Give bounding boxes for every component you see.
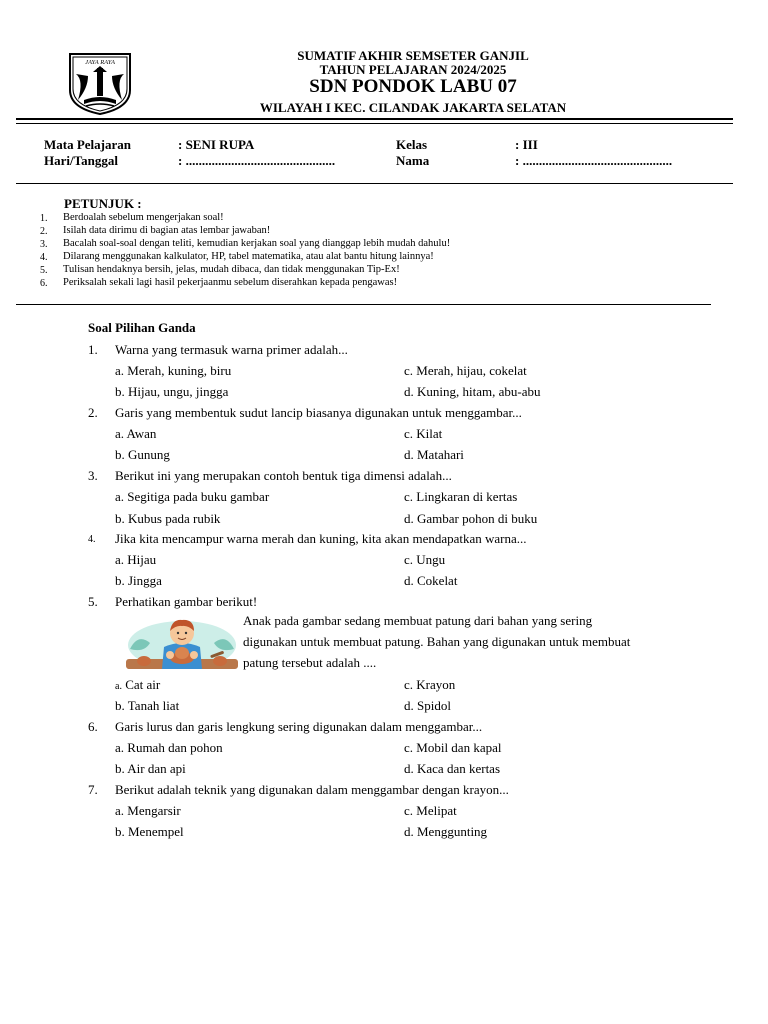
class-value: : III xyxy=(515,137,538,152)
question-text: Berikut adalah teknik yang digunakan dalam menggambar dengan krayon... xyxy=(115,782,509,797)
question-number: 2. xyxy=(88,405,98,420)
instructions-divider xyxy=(16,304,711,305)
question-number: 7. xyxy=(88,782,98,797)
instruction-number: 3. xyxy=(40,239,48,250)
option-a: a. Rumah dan pohon xyxy=(115,740,223,755)
question-description: patung tersebut adalah .... xyxy=(243,655,377,670)
instruction-item: Berdoalah sebelum mengerjakan soal! xyxy=(63,212,224,223)
option-a-letter: a. xyxy=(115,681,122,692)
option-b: b. Menempel xyxy=(115,824,184,839)
question-text: Warna yang termasuk warna primer adalah... xyxy=(115,342,348,357)
option-c: c. Melipat xyxy=(404,803,457,818)
header-divider-thick xyxy=(16,118,733,120)
option-d: d. Kuning, hitam, abu-abu xyxy=(404,384,541,399)
class-label: Kelas xyxy=(396,137,428,152)
day-label: Hari/Tanggal xyxy=(44,153,118,168)
instruction-number: 1. xyxy=(40,213,48,224)
instruction-number: 2. xyxy=(40,226,48,237)
option-a xyxy=(115,677,160,693)
option-c: c. Lingkaran di kertas xyxy=(404,489,518,504)
question-number: 4. xyxy=(88,534,96,545)
question-description: digunakan untuk membuat patung. Bahan yang digunakan untuk membuat xyxy=(243,634,631,649)
question-number: 3. xyxy=(88,468,98,483)
question-text: Garis lurus dan garis lengkung sering digunakan dalam menggambar... xyxy=(115,719,483,734)
option-b: b. Air dan api xyxy=(115,761,186,776)
name-label: Nama xyxy=(396,153,430,168)
option-d: d. Menggunting xyxy=(404,824,488,839)
info-divider xyxy=(16,183,733,184)
option-c: c. Krayon xyxy=(404,677,456,692)
option-a: a. Awan xyxy=(115,426,157,441)
option-a: a. Segitiga pada buku gambar xyxy=(115,489,270,504)
child-sculpting-clay-illustration xyxy=(124,613,240,671)
question-text: Jika kita mencampur warna merah dan kuning, kita akan mendapatkan warna... xyxy=(115,531,527,546)
logo-text: JAYA RAYA xyxy=(85,59,115,66)
question-text: Garis yang membentuk sudut lancip biasanya digunakan untuk menggambar... xyxy=(115,405,522,420)
option-c: c. Kilat xyxy=(404,426,443,441)
option-a: a. Merah, kuning, biru xyxy=(115,363,232,378)
option-d: d. Spidol xyxy=(404,698,451,713)
question-number: 5. xyxy=(88,594,98,609)
academic-year: TAHUN PELAJARAN 2024/2025 xyxy=(319,62,507,77)
instruction-item: Dilarang menggunakan kalkulator, HP, tabel matematika, atau alat bantu hitung lainnya! xyxy=(63,251,434,262)
option-d: d. Matahari xyxy=(404,447,464,462)
option-d: d. Gambar pohon di buku xyxy=(404,511,538,526)
school-emblem-logo xyxy=(66,50,134,116)
option-d: d. Cokelat xyxy=(404,573,458,588)
option-c: c. Ungu xyxy=(404,552,446,567)
school-region: WILAYAH I KEC. CILANDAK JAKARTA SELATAN xyxy=(259,100,567,115)
question-text: Berikut ini yang merupakan contoh bentuk tiga dimensi adalah... xyxy=(115,468,452,483)
option-b: b. Kubus pada rubik xyxy=(115,511,221,526)
option-a: a. Mengarsir xyxy=(115,803,181,818)
subject-value: : SENI RUPA xyxy=(178,137,255,152)
option-c: c. Mobil dan kapal xyxy=(404,740,502,755)
instruction-number: 6. xyxy=(40,278,48,289)
option-b: b. Jingga xyxy=(115,573,162,588)
instruction-item: Periksalah sekali lagi hasil pekerjaanmu sebelum diserahkan kepada pengawas! xyxy=(63,277,398,288)
option-b: b. Gunung xyxy=(115,447,170,462)
name-value-field: : .............................................. xyxy=(515,153,673,168)
question-number: 1. xyxy=(88,342,98,357)
header-divider-thin xyxy=(16,123,733,124)
exam-title: SUMATIF AKHIR SEMSETER GANJIL xyxy=(297,48,529,63)
instruction-item: Bacalah soal-soal dengan teliti, kemudian kerjakan soal yang dianggap lebih mudah dahulu! xyxy=(63,238,451,249)
instruction-number: 5. xyxy=(40,265,48,276)
subject-label: Mata Pelajaran xyxy=(44,137,132,152)
instruction-number: 4. xyxy=(40,252,48,263)
section-title: Soal Pilihan Ganda xyxy=(88,320,196,335)
instruction-item: Isilah data dirimu di bagian atas lembar jawaban! xyxy=(63,225,271,236)
option-b: b. Tanah liat xyxy=(115,698,180,713)
option-b: b. Hijau, ungu, jingga xyxy=(115,384,229,399)
option-c: c. Merah, hijau, cokelat xyxy=(404,363,527,378)
option-a: a. Hijau xyxy=(115,552,157,567)
option-d: d. Kaca dan kertas xyxy=(404,761,501,776)
school-name: SDN PONDOK LABU 07 xyxy=(309,76,517,97)
question-description: Anak pada gambar sedang membuat patung dari bahan yang sering xyxy=(243,613,593,628)
instructions-title: PETUNJUK : xyxy=(64,196,142,211)
option-a-text: Cat air xyxy=(125,677,161,692)
question-number: 6. xyxy=(88,719,98,734)
question-text: Perhatikan gambar berikut! xyxy=(115,594,258,609)
day-value-field: : .............................................. xyxy=(178,153,336,168)
instruction-item: Tulisan hendaknya bersih, jelas, mudah dibaca, dan tidak menggunakan Tip-Ex! xyxy=(63,264,400,275)
